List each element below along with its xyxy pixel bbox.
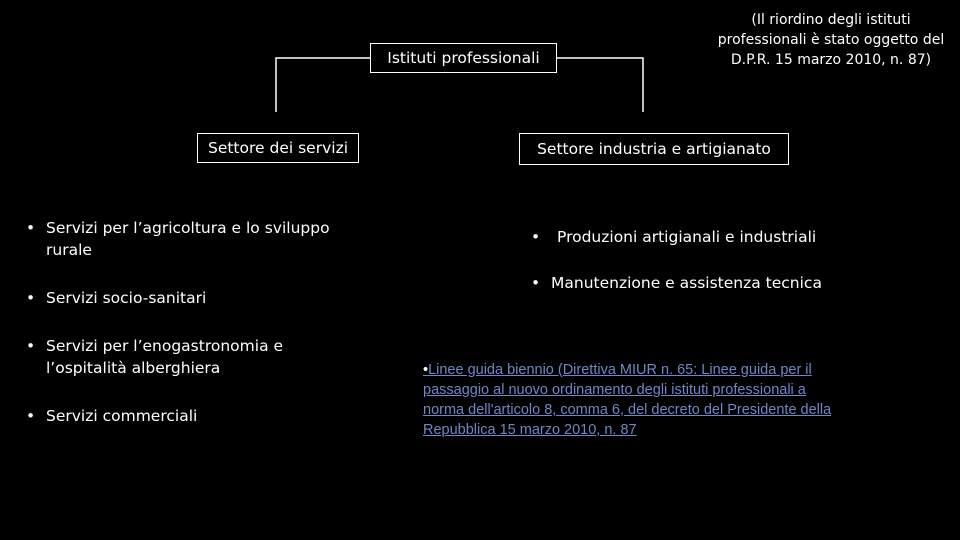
services-sector-label: Settore dei servizi: [207, 139, 349, 157]
list-item: [0, 287, 330, 309]
root-node-label: Istituti professionali: [387, 49, 540, 67]
note-line: (Il riordino degli istituti: [751, 12, 911, 28]
guidelines-link[interactable]: [423, 362, 831, 438]
root-node: [370, 43, 557, 73]
link-line: passaggio al nuovo ordinamento degli istituti professionali a: [423, 382, 806, 398]
services-list: [0, 217, 330, 427]
connector-left: [276, 58, 370, 112]
reform-note: [700, 10, 960, 70]
list-item-line: • Servizi per l’enogastronomia e: [46, 337, 284, 355]
list-item-line: rurale: [46, 241, 92, 259]
list-item-line: • Servizi commerciali: [46, 407, 198, 425]
note-line: professionali è stato oggetto del: [717, 32, 945, 48]
services-sector-node: [197, 133, 359, 163]
list-item: [0, 405, 330, 427]
link-bullet: •: [423, 362, 429, 378]
industry-sector-label: Settore industria e artigianato: [537, 140, 771, 158]
link-line: Repubblica 15 marzo 2010, n. 87: [423, 422, 637, 438]
list-item: [505, 272, 822, 294]
guidelines-link-block: [423, 360, 893, 440]
industry-list: [505, 226, 822, 294]
link-line: Linee guida biennio (Direttiva MIUR n. 65: Linee guida per il: [428, 362, 812, 378]
link-line: norma dell'articolo 8, comma 6, del decreto del Presidente della: [423, 402, 832, 418]
list-item-line: • Servizi per l’agricoltura e lo sviluppo: [46, 219, 330, 237]
connector-right: [557, 58, 643, 112]
list-item: [0, 335, 330, 379]
list-item-line: • Produzioni artigianali e industriali: [557, 228, 817, 246]
note-line: D.P.R. 15 marzo 2010, n. 87): [730, 52, 932, 68]
list-item-line: • Manutenzione e assistenza tecnica: [551, 274, 822, 292]
list-item-line: l’ospitalità alberghiera: [46, 359, 221, 377]
industry-sector-node: [519, 133, 789, 165]
list-item: [505, 226, 822, 248]
list-item-line: • Servizi socio-sanitari: [46, 289, 207, 307]
list-item: [0, 217, 330, 261]
